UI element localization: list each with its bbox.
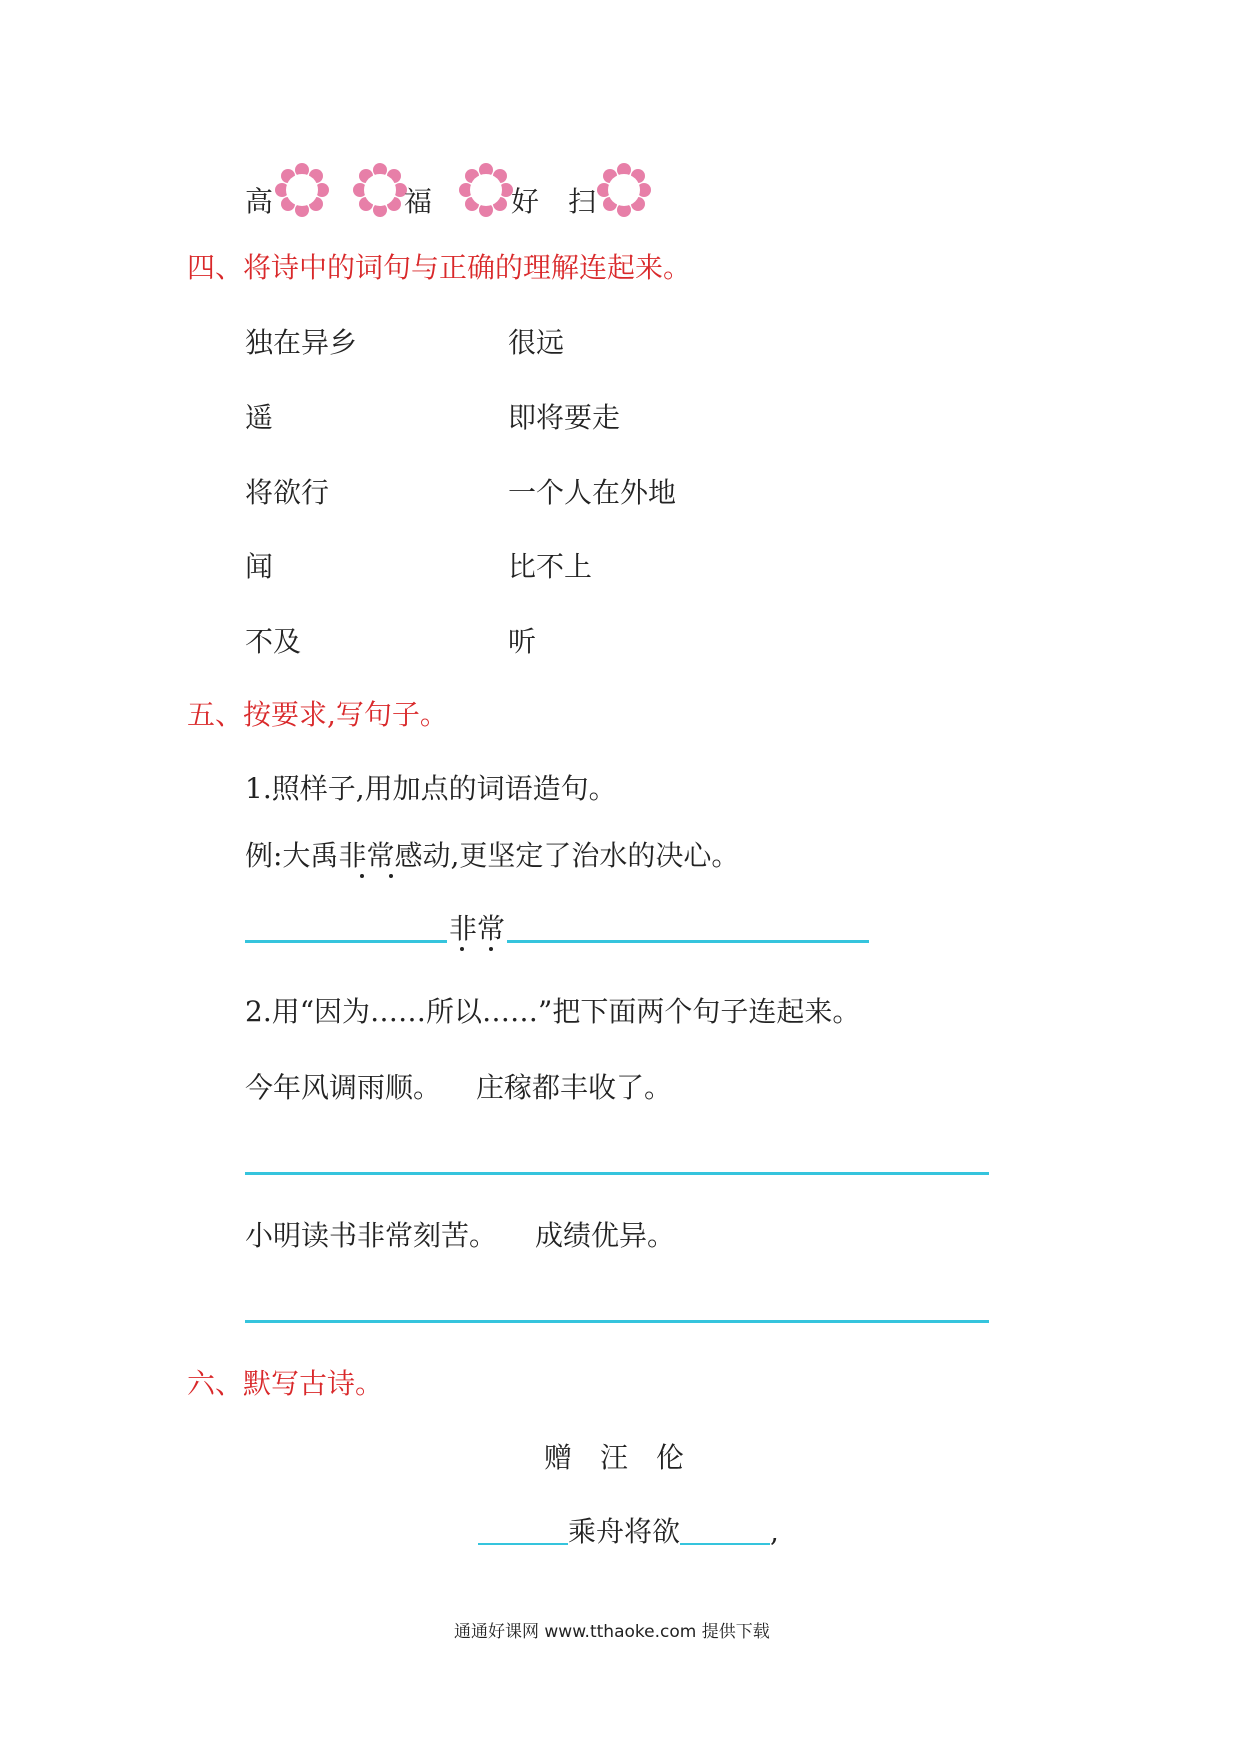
example-dotted-word: 非常: [338, 839, 395, 872]
emphasis-dot: [460, 947, 464, 951]
poem-line-comma: ,: [770, 1515, 779, 1548]
answer-blank[interactable]: [478, 1543, 568, 1545]
poem-line-text: 乘舟将欲: [568, 1515, 681, 1548]
example-prefix: 例:大禹: [245, 839, 339, 872]
poem-title: 赠 汪 伦: [544, 1441, 685, 1474]
sentence-a: 今年风调雨顺。: [245, 1071, 442, 1104]
example-suffix: 感动,更坚定了治水的决心。: [394, 839, 740, 872]
right-meaning[interactable]: 即将要走: [508, 401, 621, 434]
left-term[interactable]: 不及: [245, 625, 302, 658]
answer-blank[interactable]: [507, 940, 869, 943]
char-fu: 福: [404, 185, 433, 218]
blank-word: 非常: [449, 912, 506, 945]
left-term[interactable]: 遥: [245, 401, 274, 434]
section5-heading: 五、按要求,写句子。: [187, 698, 448, 731]
sentence-a: 小明读书非常刻苦。: [245, 1219, 498, 1252]
right-meaning[interactable]: 听: [508, 625, 537, 658]
flower-blank-icon[interactable]: [274, 162, 330, 218]
right-meaning[interactable]: 很远: [508, 326, 565, 359]
answer-blank[interactable]: [245, 940, 447, 943]
answer-blank[interactable]: [245, 1320, 989, 1323]
emphasis-dot: [360, 874, 364, 878]
left-term[interactable]: 闻: [245, 550, 274, 583]
sentence-b: 庄稼都丰收了。: [476, 1071, 673, 1104]
emphasis-dot: [389, 874, 393, 878]
section6-heading: 六、默写古诗。: [187, 1367, 384, 1400]
footer-credit: 通通好课网 www.tthaoke.com 提供下载: [454, 1622, 770, 1642]
right-meaning[interactable]: 比不上: [508, 550, 593, 583]
section4-heading: 四、将诗中的词句与正确的理解连起来。: [187, 251, 692, 284]
answer-blank[interactable]: [245, 1172, 989, 1175]
answer-blank[interactable]: [680, 1543, 770, 1545]
char-sao: 扫: [568, 185, 597, 218]
question-1: 1.照样子,用加点的词语造句。: [245, 772, 617, 805]
flower-blank-icon[interactable]: [352, 162, 408, 218]
left-term[interactable]: 将欲行: [245, 476, 330, 509]
char-gao: 高: [245, 185, 274, 218]
flower-blank-icon[interactable]: [596, 162, 652, 218]
question-2: 2.用“因为……所以……”把下面两个句子连起来。: [245, 995, 861, 1028]
right-meaning[interactable]: 一个人在外地: [508, 476, 677, 509]
sentence-b: 成绩优异。: [535, 1219, 676, 1252]
left-term[interactable]: 独在异乡: [245, 326, 358, 359]
char-hao: 好: [511, 185, 540, 218]
flower-blank-icon[interactable]: [458, 162, 514, 218]
example-sentence: [245, 838, 739, 874]
emphasis-dot: [489, 947, 493, 951]
